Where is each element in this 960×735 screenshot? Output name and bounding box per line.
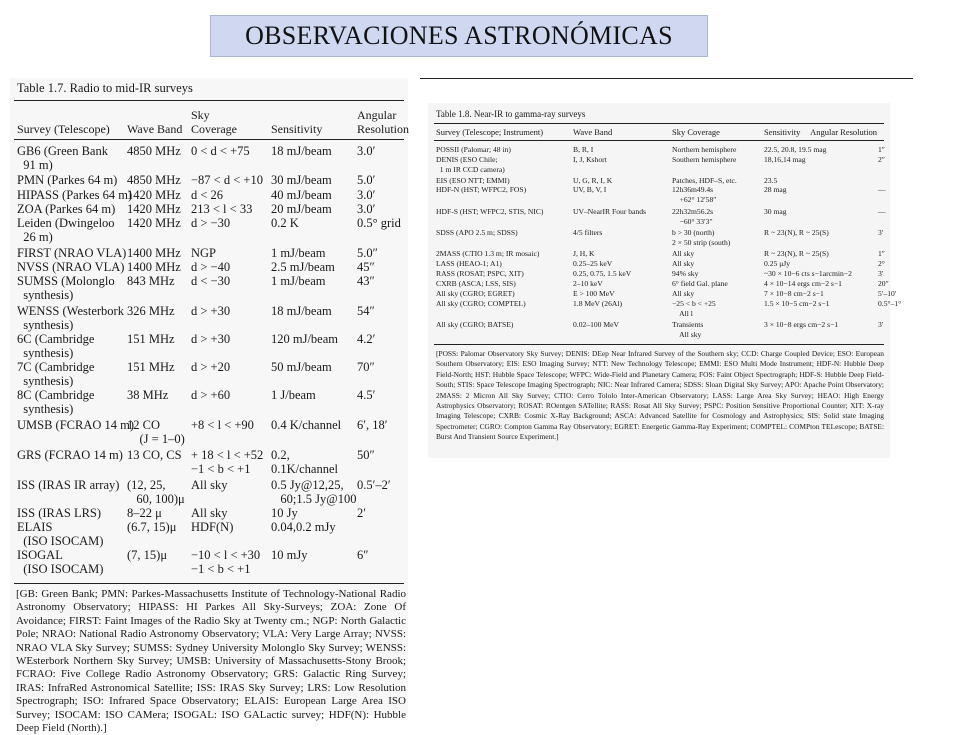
table-cell: 0 < d < +75: [191, 144, 250, 158]
table-cell: 0.5°–1°: [878, 299, 902, 308]
table-cell: 5.0″: [357, 246, 378, 260]
table-cell: 1400 MHz: [127, 246, 181, 260]
table-cell: 151 MHz: [127, 360, 175, 374]
table-cell: 0.2, 0.1K/channel: [271, 448, 338, 476]
table-cell: 7C (Cambridge synthesis): [17, 360, 95, 388]
table-cell: 3 × 10−8 ergs cm−2 s−1: [764, 320, 839, 329]
table-cell: 0.02–100 MeV: [573, 320, 619, 329]
column-header-sky-coverage: Sky Coverage: [191, 108, 237, 136]
table-cell: —: [878, 185, 886, 194]
table-cell: 6″: [357, 548, 369, 562]
table-cell: 3.0′: [357, 144, 376, 158]
table-cell: LASS (HEAO-1; A1): [436, 259, 502, 268]
table-cell: 0.25, 0.75, 1.5 keV: [573, 269, 632, 278]
table-cell: 22.5, 20.8, 19.5 mag: [764, 145, 827, 154]
table-cell: UV–NearIR Four bands: [573, 207, 646, 216]
table-cell: d > −40: [191, 260, 231, 274]
table-cell: Leiden (Dwingeloo 26 m): [17, 216, 115, 244]
table-cell: 0.04,0.2 mJy: [271, 520, 336, 534]
table-cell: d > +30: [191, 332, 231, 346]
table-cell: d > +20: [191, 360, 231, 374]
table-cell: 20 mJ/beam: [271, 202, 332, 216]
table-cell: 3.0′: [357, 188, 376, 202]
table-cell: HDF(N): [191, 520, 234, 534]
table-cell: All sky (CGRO; BATSE): [436, 320, 514, 329]
table-cell: 10 Jy: [271, 506, 298, 520]
table-cell: 1″: [878, 145, 885, 154]
table-cell: 2MASS (CTIO 1.3 m; IR mosaic): [436, 249, 540, 258]
table-cell: ~30 × 10−6 cts s−1arcmin−2: [764, 269, 852, 278]
table-cell: 3′: [878, 269, 884, 278]
table-cell: 23.5: [764, 176, 778, 185]
table-cell: 13 CO, CS: [127, 448, 182, 462]
table-cell: UV, B, V, I: [573, 185, 607, 194]
table-cell: ISS (IRAS LRS): [17, 506, 102, 520]
table-cell: ZOA (Parkes 64 m): [17, 202, 116, 216]
table-cell: 213 < l < 33: [191, 202, 253, 216]
table-cell: HIPASS (Parkes 64 m): [17, 188, 133, 202]
table-cell: −25 < b < +25 All l: [672, 299, 716, 318]
table-cell: d > +60: [191, 388, 231, 402]
table-cell: 6° field Gal. plane: [672, 279, 728, 288]
table-cell: 1″: [878, 249, 885, 258]
table-cell: 4850 MHz: [127, 173, 181, 187]
table-cell: All sky (CGRO; COMPTEL): [436, 299, 526, 308]
table-cell: 10 mJy: [271, 548, 308, 562]
table-cell: GRS (FCRAO 14 m): [17, 448, 123, 462]
table-cell: + 18 < l < +52 −1 < b < +1: [191, 448, 264, 476]
column-header-angular-resolution: Angular Resolution: [810, 127, 877, 137]
table-cell: 45″: [357, 260, 375, 274]
table-cell: 18 mJ/beam: [271, 144, 332, 158]
table-cell: U, G, R, I, K: [573, 176, 613, 185]
table-cell: 12 CO (J = 1–0): [127, 418, 185, 446]
table-cell: 2–10 keV: [573, 279, 603, 288]
table-cell: 1 J/beam: [271, 388, 316, 402]
table-cell: CXRB (ASCA; LSS, SIS): [436, 279, 516, 288]
column-header-wave-band: Wave Band: [127, 122, 183, 136]
table-caption: Table 1.8. Near-IR to gamma-ray surveys: [436, 109, 586, 119]
table-cell: (6.7, 15)μ: [127, 520, 177, 534]
table-cell: ELAIS (ISO ISOCAM): [17, 520, 104, 548]
table-cell: 1 mJ/beam: [271, 246, 326, 260]
table-cell: All sky: [672, 249, 695, 258]
table-cell: HDF-N (HST; WFPC2, FOS): [436, 185, 527, 194]
table-cell: 0.2 K: [271, 216, 299, 230]
table-cell: 151 MHz: [127, 332, 175, 346]
table-cell: 2″: [878, 155, 885, 164]
table-cell: All sky: [191, 478, 228, 492]
table-cell: 843 MHz: [127, 274, 175, 288]
table-cell: 0.5° grid: [357, 216, 401, 230]
table-cell: d < −30: [191, 274, 231, 288]
table-cell: Patches, HDF–S, etc.: [672, 176, 737, 185]
table-cell: 1400 MHz: [127, 260, 181, 274]
table-cell: R ~ 23(N), R ~ 25(S): [764, 228, 829, 237]
table-cell: 30 mJ/beam: [271, 173, 332, 187]
table-cell: WENSS (Westerbork synthesis): [17, 304, 124, 332]
table-cell: (12, 25, 60, 100)μ: [127, 478, 185, 506]
table-cell: 1.8 MeV (26Al): [573, 299, 623, 308]
table-footnote: [POSS: Palomar Observatory Sky Survey; DENIS: DEep Near Infrared Survey of the Southern sky; CCD: Charge Coupled Device; ESO: European Southern Observatory; EIS: ESO Imaging Survey; NTT: New Technology Telescope; EMMI: ESO Multi Mode Instrument; HDF-N: Hubble Deep Field-North; HST: Hubble Space Telescope; WFPC: Wide-Field and Planetary Camera; FOS: Faint Object Spectrograph; HDF-S: Hubble Deep Field-South; STIS: Space Telescope Imaging Spectrograph; NIC: Near Infrared Camera; SDSS: Sloan Digital Sky Survey; APO: Apache Point Observatory; 2MASS: 2 Micron All Sky Survey; CTIO: Cerro Tololo Inter-American Observatory; LASS: Large Area Sky Survey; HEAO: High Energy Astrophysics Observatory; ROSAT: ROentgen SATellite; RASS: Rosat All Sky Survey; PSPC: Position Sensitive Proportional Counter; XIT: X-ray Imaging Telescope; CXRB: Cosmic X-Ray Background; ASCA: Advanced Satellite for Cosmology and Astrophysics; SIS: Solid state Imaging Spectrometer; CGRO: Compton Gamma Ray Observatory; EGRET: Energetic Gamma-Ray Experiment; COMPTEL: COMPton TELescope; BATSE: Burst And Transient Source Experiment.]: [436, 349, 884, 442]
table-cell: 4.2′: [357, 332, 376, 346]
table-cell: All sky: [672, 289, 695, 298]
table-cell: PMN (Parkes 64 m): [17, 173, 118, 187]
table-cell: B, R, I: [573, 145, 594, 154]
table-cell: 28 mag: [764, 185, 787, 194]
table-cell: 30 mag: [764, 207, 787, 216]
table-cell: (7, 15)μ: [127, 548, 168, 562]
table-cell: 1 mJ/beam: [271, 274, 326, 288]
table-footnote: [GB: Green Bank; PMN: Parkes-Massachusetts Institute of Technology-National Radio Astronomy Observatory; HIPASS: HI Parkes All Sky-Surveys; ZOA: Zone Of Avoidance; FIRST: Faint Images of the Radio Sky at Twenty cm.; NGP: North Galactic Pole; NRAO: National Radio Astronomy Observatory; VLA: Very Large Array; NVSS: NRAO VLA Sky Survey; SUMSS: Sydney University Molonglo Sky Survey; WENSS: WEsterbork Northern Sky Survey; UMSB: University of Massachusetts-Stony Brook; FCRAO: Five College Radio Astronomy Observatory; GRS: Galactic Ring Survey; IRAS: InfraRed Astronomical Satellite; ISS: IRAS Sky Survey; LRS: Low Resolution Spectrograph; ISO: Infrared Space Observatory; ELAIS: European Large Area ISO Survey; ISOCAM: ISO CAMera; ISOGAL: ISO GALactic survey; HDF(N): Hubble Deep Field (North).]: [16, 588, 406, 735]
table-cell: NVSS (NRAO VLA): [17, 260, 125, 274]
table-cell: d < 26: [191, 188, 224, 202]
table-cell: 5.0′: [357, 173, 376, 187]
table-cell: 0.25–25 keV: [573, 259, 613, 268]
column-header-angular-resolution: Angular Resolution: [357, 108, 410, 136]
table-cell: 3.0′: [357, 202, 376, 216]
table-cell: UMSB (FCRAO 14 m): [17, 418, 135, 432]
table-cell: d > +30: [191, 304, 231, 318]
table-cell: ISOGAL (ISO ISOCAM): [17, 548, 104, 576]
table-cell: b > 30 (north) 2 × 50 strip (south): [672, 228, 731, 247]
radio-surveys-table: [10, 78, 410, 735]
table-cell: SUMSS (Molonglo synthesis): [17, 274, 115, 302]
table-cell: 8C (Cambridge synthesis): [17, 388, 95, 416]
table-cell: 7 × 10−8 cm−2 s−1: [764, 289, 824, 298]
table-cell: 22h32m56.2s −60° 33′3″: [672, 207, 714, 226]
table-cell: 1.5 × 10−5 cm−2 s−1: [764, 299, 830, 308]
table-cell: 3′: [878, 228, 884, 237]
table-cell: 43″: [357, 274, 375, 288]
table-cell: 8–22 μ: [127, 506, 162, 520]
table-cell: d > −30: [191, 216, 231, 230]
table-cell: 12h36m49.4s +62° 12′58″: [672, 185, 717, 204]
table-cell: I, J, Kshort: [573, 155, 607, 164]
table-cell: 1420 MHz: [127, 216, 181, 230]
table-cell: ISS (IRAS IR array): [17, 478, 120, 492]
table-cell: 50 mJ/beam: [271, 360, 332, 374]
table-cell: 6′, 18′: [357, 418, 388, 432]
table-cell: J, H, K: [573, 249, 595, 258]
table-cell: 3′: [878, 320, 884, 329]
table-cell: Southern hemisphere: [672, 155, 737, 164]
table-cell: 2′: [357, 506, 366, 520]
column-header-sky-coverage: Sky Coverage: [672, 127, 720, 137]
table-cell: R ~ 23(N), R ~ 25(S): [764, 249, 829, 258]
table-cell: 120 mJ/beam: [271, 332, 339, 346]
table-cell: All sky: [672, 259, 695, 268]
table-cell: POSSII (Palomar; 48 in): [436, 145, 511, 154]
table-cell: All sky: [191, 506, 228, 520]
table-cell: 4850 MHz: [127, 144, 181, 158]
table-cell: 0.25 μJy: [764, 259, 791, 268]
table-cell: DENIS (ESO Chile; 1 m IR CCD camera): [436, 155, 505, 174]
table-cell: −87 < d < +10: [191, 173, 263, 187]
table-cell: −10 < l < +30 −1 < b < +1: [191, 548, 261, 576]
divider-line: [420, 78, 913, 79]
table-cell: 1420 MHz: [127, 202, 181, 216]
column-header-wave-band: Wave Band: [573, 127, 613, 137]
table-cell: NGP: [191, 246, 217, 260]
table-cell: Transients All sky: [672, 320, 704, 339]
table-cell: 20″: [878, 279, 889, 288]
table-cell: 18,16,14 mag: [764, 155, 806, 164]
table-cell: 2.5 mJ/beam: [271, 260, 335, 274]
table-cell: E > 100 MeV: [573, 289, 615, 298]
table-cell: —: [878, 207, 886, 216]
table-cell: 6C (Cambridge synthesis): [17, 332, 95, 360]
table-cell: 70″: [357, 360, 375, 374]
table-cell: SDSS (APO 2.5 m; SDSS): [436, 228, 518, 237]
table-caption: Table 1.7. Radio to mid-IR surveys: [17, 81, 193, 95]
table-cell: EIS (ESO NTT; EMMI): [436, 176, 510, 185]
table-cell: RASS (ROSAT; PSPC, XIT): [436, 269, 524, 278]
table-cell: 326 MHz: [127, 304, 175, 318]
table-cell: 40 mJ/beam: [271, 188, 332, 202]
column-header-survey: Survey (Telescope; Instrument): [436, 127, 544, 137]
table-cell: 5′–10′: [878, 289, 897, 298]
table-cell: All sky (CGRO; EGRET): [436, 289, 515, 298]
table-cell: 18 mJ/beam: [271, 304, 332, 318]
table-cell: 2°: [878, 259, 885, 268]
table-cell: 0.4 K/channel: [271, 418, 342, 432]
table-cell: HDF-S (HST; WFPC2, STIS, NIC): [436, 207, 544, 216]
column-header-sensitivity: Sensitivity: [271, 122, 323, 136]
column-header-survey: Survey (Telescope): [17, 122, 110, 136]
table-cell: Northern hemisphere: [672, 145, 737, 154]
table-cell: 94% sky: [672, 269, 699, 278]
gamma-surveys-table: [428, 103, 902, 458]
column-header-sensitivity: Sensitivity: [764, 127, 801, 137]
table-cell: 4/5 filters: [573, 228, 603, 237]
table-cell: 0.5′–2′: [357, 478, 391, 492]
table-cell: 50″: [357, 448, 375, 462]
table-cell: FIRST (NRAO VLA): [17, 246, 127, 260]
table-cell: 1420 MHz: [127, 188, 181, 202]
table-cell: 54″: [357, 304, 375, 318]
table-cell: 4 × 10−14 ergs cm−2 s−1: [764, 279, 842, 288]
table-cell: 38 MHz: [127, 388, 169, 402]
table-cell: GB6 (Green Bank 91 m): [17, 144, 108, 172]
table-cell: 4.5′: [357, 388, 376, 402]
table-cell: +8 < l < +90: [191, 418, 254, 432]
slide-title: OBSERVACIONES ASTRONÓMICAS: [210, 15, 708, 57]
table-cell: 0.5 Jy@12,25, 60;1.5 Jy@100: [271, 478, 357, 506]
